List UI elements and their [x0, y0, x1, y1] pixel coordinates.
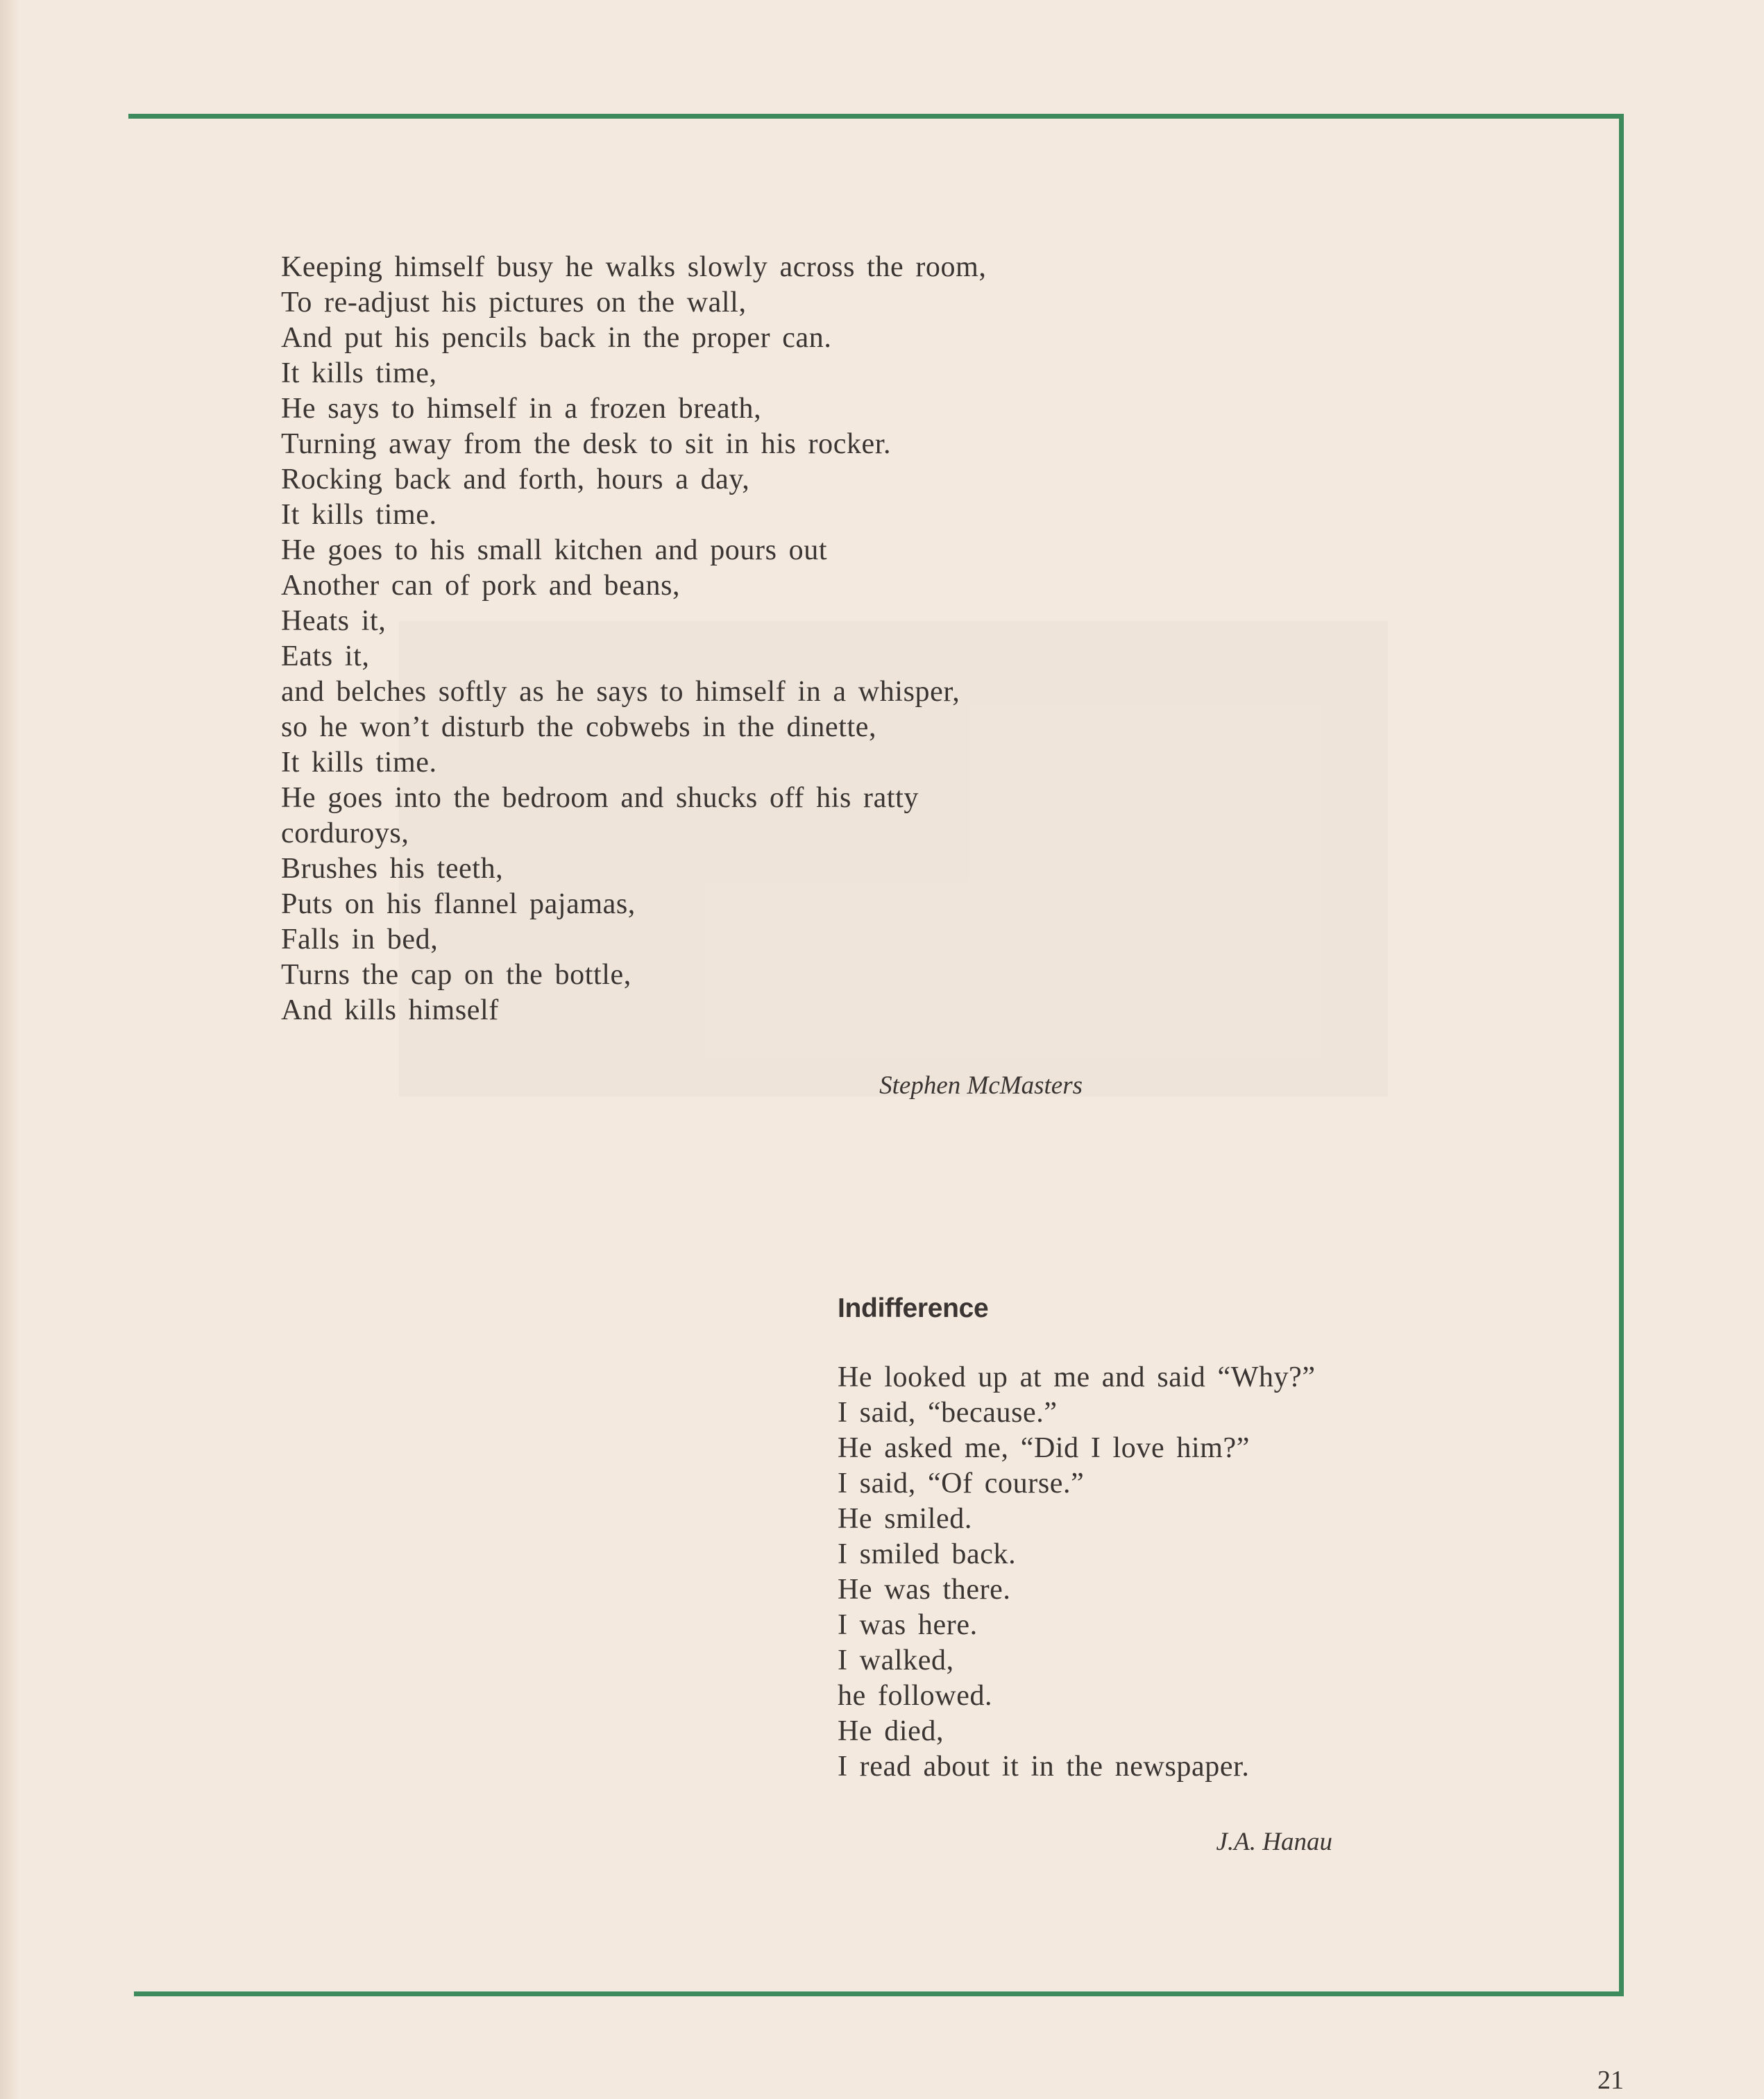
poem-line: Rocking back and forth, hours a day,: [281, 464, 750, 495]
poem-line: He smiled.: [838, 1503, 972, 1535]
poem-line: Keeping himself busy he walks slowly across the room,: [281, 251, 987, 283]
poem-2-body: [838, 1360, 1601, 1785]
poem-line: so he won’t disturb the cobwebs in the dinette,: [281, 711, 877, 743]
poem-line: It kills time.: [281, 499, 437, 531]
poem-line: I said, “because.”: [838, 1397, 1058, 1429]
poem-line: He goes to his small kitchen and pours out: [281, 534, 828, 566]
poem-line: Falls in bed,: [281, 924, 439, 955]
poem-line: And put his pencils back in the proper can.: [281, 322, 832, 354]
poem-line: Turns the cap on the bottle,: [281, 959, 631, 991]
poem-line: I read about it in the newspaper.: [838, 1751, 1250, 1783]
poem-line: And kills himself: [281, 994, 499, 1026]
poem-line: I was here.: [838, 1609, 978, 1641]
poem-line: It kills time.: [281, 747, 437, 779]
poem-line: He looked up at me and said “Why?”: [838, 1361, 1316, 1393]
poem-line: Brushes his teeth,: [281, 853, 504, 885]
poem-1-author: Stephen McMasters: [879, 1071, 1083, 1100]
poem-line: He says to himself in a frozen breath,: [281, 393, 762, 425]
poem-line: Heats it,: [281, 605, 387, 637]
poem-line: Puts on his flannel pajamas,: [281, 888, 636, 920]
poem-line: he followed.: [838, 1680, 993, 1712]
poem-line: He was there.: [838, 1574, 1011, 1606]
poem-line: Eats it,: [281, 640, 370, 672]
page-number: 21: [1597, 2066, 1624, 2095]
poem-line: He died,: [838, 1715, 944, 1747]
poem-line: Another can of pork and beans,: [281, 570, 681, 602]
poem-line: I walked,: [838, 1645, 954, 1676]
frame-right-rule: [1619, 114, 1624, 1996]
poem-2-author: J.A. Hanau: [1216, 1828, 1332, 1856]
poem-line: It kills time,: [281, 357, 437, 389]
frame-bottom-rule: [134, 1991, 1624, 1996]
poem-line: He goes into the bedroom and shucks off his ratty: [281, 782, 919, 814]
poem-2-title: Indifference: [838, 1293, 989, 1323]
poem-line: He asked me, “Did I love him?”: [838, 1432, 1250, 1464]
poem-line: To re-adjust his pictures on the wall,: [281, 287, 747, 318]
poem-line: I smiled back.: [838, 1538, 1017, 1570]
poem-line: Turning away from the desk to sit in his rocker.: [281, 428, 892, 460]
frame-top-rule: [128, 114, 1623, 119]
poem-1-body: [281, 250, 1183, 1028]
poem-line: and belches softly as he says to himself in a whisper,: [281, 676, 960, 708]
binding-gutter: [0, 0, 19, 2099]
poem-line: corduroys,: [281, 817, 409, 849]
poem-line: I said, “Of course.”: [838, 1468, 1085, 1499]
